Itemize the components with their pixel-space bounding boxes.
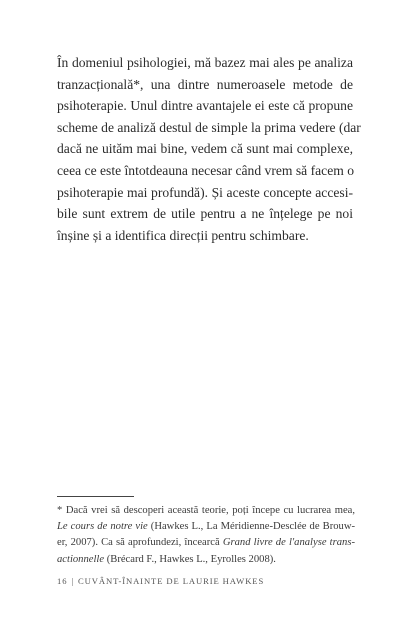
book-title-italic: actionnelle: [57, 553, 105, 565]
footnote-text: (Brécard F., Hawkes L., Eyrolles 2008).: [104, 553, 276, 565]
book-title-italic: Le cours de notre vie: [57, 521, 148, 533]
footnote-divider: [57, 496, 134, 497]
book-title-italic: Grand livre de l'analyse trans-: [222, 537, 355, 549]
body-line: psihoterapie mai profundă). Și aceste concepte accesi-: [57, 184, 353, 200]
body-line: psihoterapie. Unul dintre avantajele ei este că propune: [57, 98, 353, 114]
body-line: În domeniul psihologiei, mă bazez mai ales pe analiza: [57, 55, 353, 70]
footnote-line: [57, 535, 355, 551]
running-head: CUVÂNT-ÎNAINTE DE LAURIE HAWKES: [78, 576, 265, 586]
footnote: [57, 503, 355, 568]
footnote-line: [57, 519, 355, 535]
footnote-text: er, 2007). Ca să aprofundezi, încearcă: [57, 537, 223, 549]
footnote-line: [57, 552, 355, 568]
body-line: bile sunt extrem de utile pentru a ne înțelege pe noi: [57, 206, 353, 222]
body-line: scheme de analiză destul de simple la prima vedere (dar: [57, 119, 361, 135]
body-paragraph: [57, 52, 361, 246]
body-line: ceea ce este întotdeauna necesar când vrem să facem o: [57, 162, 354, 178]
footnote-line: * Dacă vrei să descoperi această teorie, poți începe cu lucrarea mea,: [57, 505, 355, 516]
page-number: 16: [57, 576, 68, 586]
footnote-text: (Hawkes L., La Méridienne-Desclée de Brouw-: [147, 521, 355, 533]
page-footer: [57, 576, 264, 586]
body-line: tranzacțională*, una dintre numeroasele metode de: [57, 76, 353, 92]
folio-separator: |: [71, 576, 75, 586]
body-line: dacă ne uităm mai bine, vedem că sunt mai complexe,: [57, 141, 353, 157]
body-line: înșine și a identifica direcții pentru schimbare.: [57, 227, 309, 243]
